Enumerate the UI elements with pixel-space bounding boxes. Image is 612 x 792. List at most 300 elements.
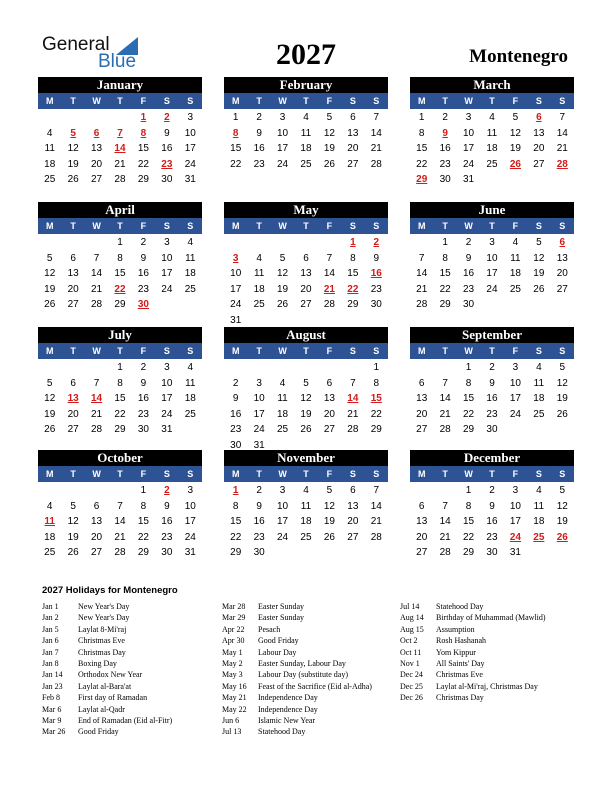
- weekday-label: F: [512, 346, 519, 356]
- day-cell: 8: [117, 252, 123, 264]
- holiday-date: Mar 9: [42, 715, 62, 725]
- day-cell: 30: [370, 299, 382, 310]
- day-cell: 28: [323, 299, 335, 310]
- holiday-row: [222, 692, 372, 703]
- weekday-header: [38, 218, 202, 234]
- day-cell: 3: [489, 237, 495, 248]
- holiday-row: [400, 658, 546, 669]
- day-cell: 7: [418, 252, 425, 264]
- weekday-label: W: [92, 469, 101, 479]
- day-cell: 9: [256, 127, 262, 139]
- day-cell: 11: [510, 252, 521, 264]
- day-cell: 26: [44, 424, 56, 435]
- day-cell: 29: [137, 547, 149, 558]
- weekday-label: S: [187, 346, 194, 356]
- holiday-name: Rosh Hashanah: [436, 636, 486, 646]
- day-cell: 18: [277, 408, 289, 420]
- day-cell: 1: [465, 485, 472, 496]
- month-name: December: [410, 450, 574, 466]
- day-cell: 5: [326, 485, 333, 496]
- day-cell: 2: [489, 362, 495, 373]
- day-cell: 15: [230, 143, 242, 154]
- day-cell: 24: [509, 408, 521, 420]
- day-cell: 8: [465, 377, 472, 389]
- day-cell: 1: [442, 237, 448, 248]
- day-cell: 18: [184, 393, 196, 404]
- day-cell: 21: [416, 283, 428, 295]
- weekday-label: S: [349, 96, 356, 106]
- day-cell: 19: [277, 283, 289, 295]
- weekday-label: W: [92, 96, 101, 106]
- day-grid: [410, 483, 574, 561]
- holiday-row: [400, 669, 546, 680]
- day-cell: 27: [91, 547, 103, 558]
- day-cell: 3: [164, 237, 170, 248]
- weekday-label: S: [373, 221, 380, 231]
- day-cell: 3: [279, 485, 286, 496]
- day-cell: 10: [230, 268, 242, 279]
- holiday-name: All Saints' Day: [436, 658, 485, 668]
- weekday-label: S: [187, 221, 194, 231]
- logo-text-general: General: [42, 34, 110, 55]
- holiday-date: May 22: [222, 704, 247, 714]
- day-cell: 10: [184, 500, 196, 512]
- empty-cell: [294, 235, 317, 251]
- holiday-row: [400, 635, 546, 646]
- day-cell: 17: [230, 283, 242, 295]
- day-cell: 19: [556, 516, 568, 527]
- weekday-label: M: [417, 346, 426, 356]
- day-cell: 20: [67, 408, 79, 420]
- holiday-row: [42, 647, 172, 658]
- empty-cell: [224, 360, 247, 376]
- day-cell: 6: [350, 112, 356, 123]
- day-cell: 3: [187, 112, 194, 123]
- day-cell: 14: [91, 268, 103, 279]
- day-cell: 23: [137, 408, 149, 420]
- day-cell: 15: [439, 268, 451, 279]
- weekday-label: M: [231, 346, 240, 356]
- weekday-label: M: [45, 469, 54, 479]
- holiday-day-cell: 1: [140, 112, 147, 123]
- day-cell: 12: [67, 143, 79, 154]
- holiday-date: Jan 7: [42, 647, 59, 657]
- holiday-name: Boxing Day: [78, 658, 117, 668]
- weekday-label: F: [326, 346, 333, 356]
- holiday-date: Feb 8: [42, 693, 60, 703]
- holiday-day-cell: 21: [323, 283, 335, 295]
- day-cell: 1: [373, 362, 380, 373]
- empty-cell: [410, 360, 433, 376]
- holiday-name: Good Friday: [258, 636, 299, 646]
- day-cell: 31: [253, 439, 265, 451]
- day-cell: 16: [253, 143, 265, 154]
- day-cell: 28: [439, 424, 451, 435]
- day-cell: 22: [416, 158, 428, 170]
- day-cell: 10: [486, 252, 498, 264]
- weekday-label: M: [417, 469, 426, 479]
- day-cell: 23: [370, 283, 382, 295]
- day-cell: 31: [230, 314, 242, 326]
- day-cell: 18: [184, 268, 196, 279]
- holiday-date: Mar 28: [222, 602, 246, 611]
- holiday-name: Christmas Day: [78, 647, 126, 657]
- day-cell: 4: [303, 485, 309, 496]
- holiday-row: [42, 669, 172, 680]
- day-cell: 16: [161, 143, 173, 154]
- month-march: [410, 77, 574, 188]
- empty-cell: [247, 360, 270, 376]
- weekday-header: [410, 218, 574, 234]
- day-cell: 27: [347, 158, 359, 170]
- holiday-name: First day of Ramadan: [78, 693, 148, 703]
- holiday-day-cell: 5: [70, 127, 76, 139]
- holiday-day-cell: 13: [67, 393, 79, 404]
- day-cell: 13: [533, 127, 545, 139]
- day-cell: 6: [350, 485, 356, 496]
- day-cell: 26: [67, 174, 79, 185]
- day-cell: 28: [370, 531, 382, 543]
- day-cell: 23: [439, 158, 451, 170]
- day-cell: 9: [373, 252, 380, 264]
- day-cell: 14: [439, 516, 451, 527]
- day-cell: 7: [93, 377, 100, 389]
- day-cell: 27: [91, 174, 103, 185]
- day-cell: 26: [44, 299, 56, 310]
- day-cell: 28: [114, 174, 126, 185]
- weekday-label: S: [163, 96, 170, 106]
- weekday-label: T: [256, 96, 262, 106]
- holiday-date: Aug 14: [400, 613, 424, 623]
- holiday-row: [42, 726, 172, 737]
- day-grid: [224, 483, 388, 561]
- weekday-label: M: [231, 96, 240, 106]
- day-cell: 21: [439, 408, 451, 420]
- day-cell: 27: [347, 531, 359, 543]
- weekday-label: M: [45, 221, 54, 231]
- weekday-header: [410, 343, 574, 359]
- weekday-label: T: [489, 469, 495, 479]
- weekday-label: W: [278, 469, 287, 479]
- day-cell: 15: [137, 516, 149, 527]
- day-cell: 12: [556, 377, 568, 389]
- holiday-name: Labour Day: [258, 647, 297, 657]
- weekday-label: S: [349, 346, 356, 356]
- day-cell: 1: [140, 485, 147, 496]
- day-cell: 17: [509, 393, 521, 404]
- day-cell: 21: [91, 283, 103, 295]
- day-cell: 20: [416, 531, 428, 543]
- holiday-date: Dec 24: [400, 670, 423, 680]
- holiday-date: Jun 6: [222, 715, 240, 725]
- day-cell: 22: [114, 408, 126, 420]
- day-cell: 9: [164, 500, 170, 512]
- day-cell: 25: [533, 408, 545, 420]
- day-cell: 3: [512, 362, 519, 373]
- day-cell: 22: [230, 531, 242, 543]
- empty-cell: [38, 110, 61, 126]
- holiday-name: Independence Day: [258, 693, 318, 703]
- day-grid: [224, 360, 388, 453]
- weekday-label: F: [326, 221, 333, 231]
- day-cell: 11: [277, 393, 288, 404]
- weekday-label: S: [535, 469, 542, 479]
- day-cell: 17: [184, 143, 196, 154]
- weekday-label: T: [442, 221, 448, 231]
- day-cell: 27: [416, 424, 428, 435]
- weekday-label: S: [373, 469, 380, 479]
- month-name: January: [38, 77, 202, 93]
- day-cell: 12: [533, 252, 545, 264]
- holiday-date: Jan 2: [42, 613, 59, 623]
- day-cell: 15: [347, 268, 359, 279]
- day-cell: 16: [137, 393, 149, 404]
- holidays-title: 2027 Holidays for Montenegro: [42, 585, 178, 596]
- weekday-label: W: [464, 96, 473, 106]
- day-cell: 24: [486, 283, 498, 295]
- day-cell: 25: [300, 531, 312, 543]
- day-cell: 11: [185, 252, 196, 264]
- day-cell: 31: [509, 547, 521, 558]
- holiday-date: Dec 25: [400, 681, 423, 691]
- holiday-date: May 3: [222, 670, 243, 680]
- day-cell: 25: [300, 158, 312, 170]
- month-october: [38, 450, 202, 561]
- holiday-date: Dec 26: [400, 693, 423, 703]
- day-cell: 13: [556, 252, 568, 264]
- holiday-name: Laylat al-Mi'raj, Christmas Day: [436, 681, 538, 691]
- weekday-label: F: [140, 221, 147, 231]
- holiday-date: Oct 11: [400, 647, 422, 657]
- day-cell: 19: [323, 143, 335, 154]
- day-cell: 23: [486, 408, 498, 420]
- month-june: [410, 202, 574, 313]
- day-cell: 24: [161, 283, 173, 295]
- holiday-day-cell: 7: [117, 127, 123, 139]
- day-cell: 29: [370, 424, 382, 435]
- day-cell: 3: [187, 485, 194, 496]
- day-cell: 8: [140, 500, 147, 512]
- weekday-label: T: [442, 346, 448, 356]
- holiday-name: Independence Day: [258, 704, 318, 714]
- holiday-date: Mar 29: [222, 613, 246, 623]
- day-cell: 13: [416, 516, 428, 527]
- day-cell: 8: [232, 500, 239, 512]
- day-cell: 12: [300, 393, 312, 404]
- day-cell: 17: [161, 268, 173, 279]
- day-cell: 9: [164, 127, 170, 139]
- weekday-label: T: [70, 346, 76, 356]
- day-grid: [38, 235, 202, 313]
- holiday-day-cell: 22: [347, 283, 359, 295]
- weekday-label: M: [231, 221, 240, 231]
- day-cell: 10: [253, 393, 265, 404]
- day-cell: 21: [370, 143, 382, 154]
- day-cell: 20: [300, 283, 312, 295]
- day-cell: 29: [114, 424, 126, 435]
- holiday-day-cell: 14: [91, 393, 103, 404]
- month-name: May: [224, 202, 388, 218]
- weekday-label: F: [326, 469, 333, 479]
- weekday-label: W: [464, 469, 473, 479]
- day-cell: 22: [463, 531, 475, 543]
- month-name: April: [38, 202, 202, 218]
- day-cell: 11: [253, 268, 265, 279]
- empty-cell: [85, 483, 108, 499]
- day-grid: [224, 235, 388, 328]
- holiday-day-cell: 2: [164, 485, 170, 496]
- day-cell: 28: [114, 547, 126, 558]
- day-cell: 4: [46, 127, 53, 139]
- day-cell: 9: [465, 252, 472, 264]
- holiday-date: Jul 13: [222, 727, 242, 737]
- day-cell: 21: [370, 516, 382, 527]
- holiday-day-cell: 16: [370, 268, 382, 279]
- holiday-name: Labour Day (substitute day): [258, 670, 348, 680]
- day-cell: 19: [323, 516, 335, 527]
- day-cell: 8: [442, 252, 448, 264]
- holiday-row: [42, 704, 172, 715]
- day-cell: 18: [300, 516, 312, 527]
- day-cell: 1: [117, 237, 123, 248]
- holiday-date: May 2: [222, 658, 243, 668]
- day-cell: 22: [137, 158, 149, 170]
- day-cell: 5: [559, 485, 566, 496]
- holiday-column: [222, 601, 372, 738]
- month-december: [410, 450, 574, 561]
- day-cell: 28: [91, 424, 103, 435]
- day-cell: 10: [161, 252, 173, 264]
- day-cell: 2: [140, 362, 147, 373]
- empty-cell: [85, 235, 108, 251]
- holiday-name: Statehood Day: [258, 727, 306, 737]
- holiday-name: Easter Sunday, Labour Day: [258, 658, 346, 668]
- holiday-name: Orthodox New Year: [78, 670, 143, 680]
- day-cell: 30: [137, 424, 149, 435]
- day-cell: 2: [256, 112, 262, 123]
- empty-cell: [108, 110, 131, 126]
- holiday-date: Jan 6: [42, 636, 59, 646]
- weekday-label: S: [559, 96, 566, 106]
- day-cell: 4: [187, 237, 194, 248]
- holiday-row: [42, 692, 172, 703]
- empty-cell: [85, 110, 108, 126]
- day-cell: 22: [230, 158, 242, 170]
- holiday-row: [222, 726, 372, 737]
- day-cell: 25: [184, 283, 196, 295]
- month-name: July: [38, 327, 202, 343]
- weekday-label: W: [92, 221, 101, 231]
- holiday-day-cell: 30: [137, 299, 149, 310]
- day-cell: 20: [67, 283, 79, 295]
- day-cell: 5: [279, 252, 286, 264]
- day-cell: 13: [67, 268, 79, 279]
- weekday-label: S: [163, 221, 170, 231]
- weekday-label: T: [117, 221, 123, 231]
- day-cell: 28: [416, 299, 428, 310]
- day-cell: 18: [300, 143, 312, 154]
- holiday-column: [400, 601, 546, 704]
- day-cell: 25: [486, 158, 498, 170]
- day-cell: 21: [114, 158, 126, 170]
- day-cell: 4: [489, 112, 495, 123]
- holiday-day-cell: 25: [533, 531, 545, 543]
- weekday-label: W: [464, 221, 473, 231]
- day-cell: 6: [303, 252, 309, 264]
- day-cell: 20: [323, 408, 335, 420]
- day-grid: [410, 235, 574, 313]
- day-cell: 8: [350, 252, 356, 264]
- weekday-label: T: [303, 469, 309, 479]
- empty-cell: [410, 483, 433, 499]
- day-cell: 26: [556, 408, 568, 420]
- day-cell: 10: [277, 500, 289, 512]
- empty-cell: [38, 360, 61, 376]
- day-cell: 21: [114, 531, 126, 543]
- day-cell: 17: [463, 143, 475, 154]
- day-cell: 4: [46, 500, 53, 512]
- weekday-header: [224, 218, 388, 234]
- day-cell: 16: [253, 516, 265, 527]
- holiday-row: [42, 624, 172, 635]
- day-cell: 13: [91, 516, 103, 527]
- day-cell: 30: [230, 439, 242, 451]
- day-cell: 17: [277, 516, 289, 527]
- day-cell: 24: [184, 158, 196, 170]
- day-cell: 17: [277, 143, 289, 154]
- day-cell: 22: [439, 283, 451, 295]
- weekday-header: [224, 466, 388, 482]
- day-cell: 15: [416, 143, 428, 154]
- holiday-day-cell: 29: [416, 174, 428, 185]
- holiday-name: Feast of the Sacrifice (Eid al-Adha): [258, 681, 372, 691]
- day-cell: 16: [486, 393, 498, 404]
- day-cell: 25: [44, 174, 56, 185]
- day-cell: 13: [323, 393, 335, 404]
- holiday-name: Laylat 8-Mi'raj: [78, 624, 127, 634]
- day-cell: 17: [184, 516, 196, 527]
- month-name: November: [224, 450, 388, 466]
- weekday-label: F: [140, 469, 147, 479]
- day-cell: 9: [489, 500, 495, 512]
- holiday-row: [42, 612, 172, 623]
- weekday-label: F: [326, 96, 333, 106]
- day-cell: 26: [277, 299, 289, 310]
- empty-cell: [61, 360, 84, 376]
- day-cell: 8: [418, 127, 425, 139]
- holiday-row: [222, 704, 372, 715]
- day-cell: 4: [512, 237, 519, 248]
- holiday-name: End of Ramadan (Eid al-Fitr): [78, 715, 173, 725]
- weekday-label: S: [187, 96, 194, 106]
- holiday-day-cell: 1: [350, 237, 356, 248]
- day-cell: 27: [67, 424, 79, 435]
- day-cell: 5: [70, 500, 76, 512]
- holiday-date: Apr 22: [222, 624, 245, 634]
- day-cell: 10: [277, 127, 289, 139]
- weekday-header: [224, 93, 388, 109]
- day-cell: 28: [370, 158, 382, 170]
- day-cell: 19: [44, 283, 56, 295]
- holiday-date: Nov 1: [400, 658, 420, 668]
- day-cell: 12: [509, 127, 521, 139]
- month-february: [224, 77, 388, 172]
- weekday-label: S: [559, 469, 566, 479]
- holiday-day-cell: 6: [559, 237, 566, 248]
- day-cell: 16: [161, 516, 173, 527]
- holiday-name: Laylat al-Qadr: [78, 704, 125, 714]
- day-cell: 1: [232, 112, 239, 123]
